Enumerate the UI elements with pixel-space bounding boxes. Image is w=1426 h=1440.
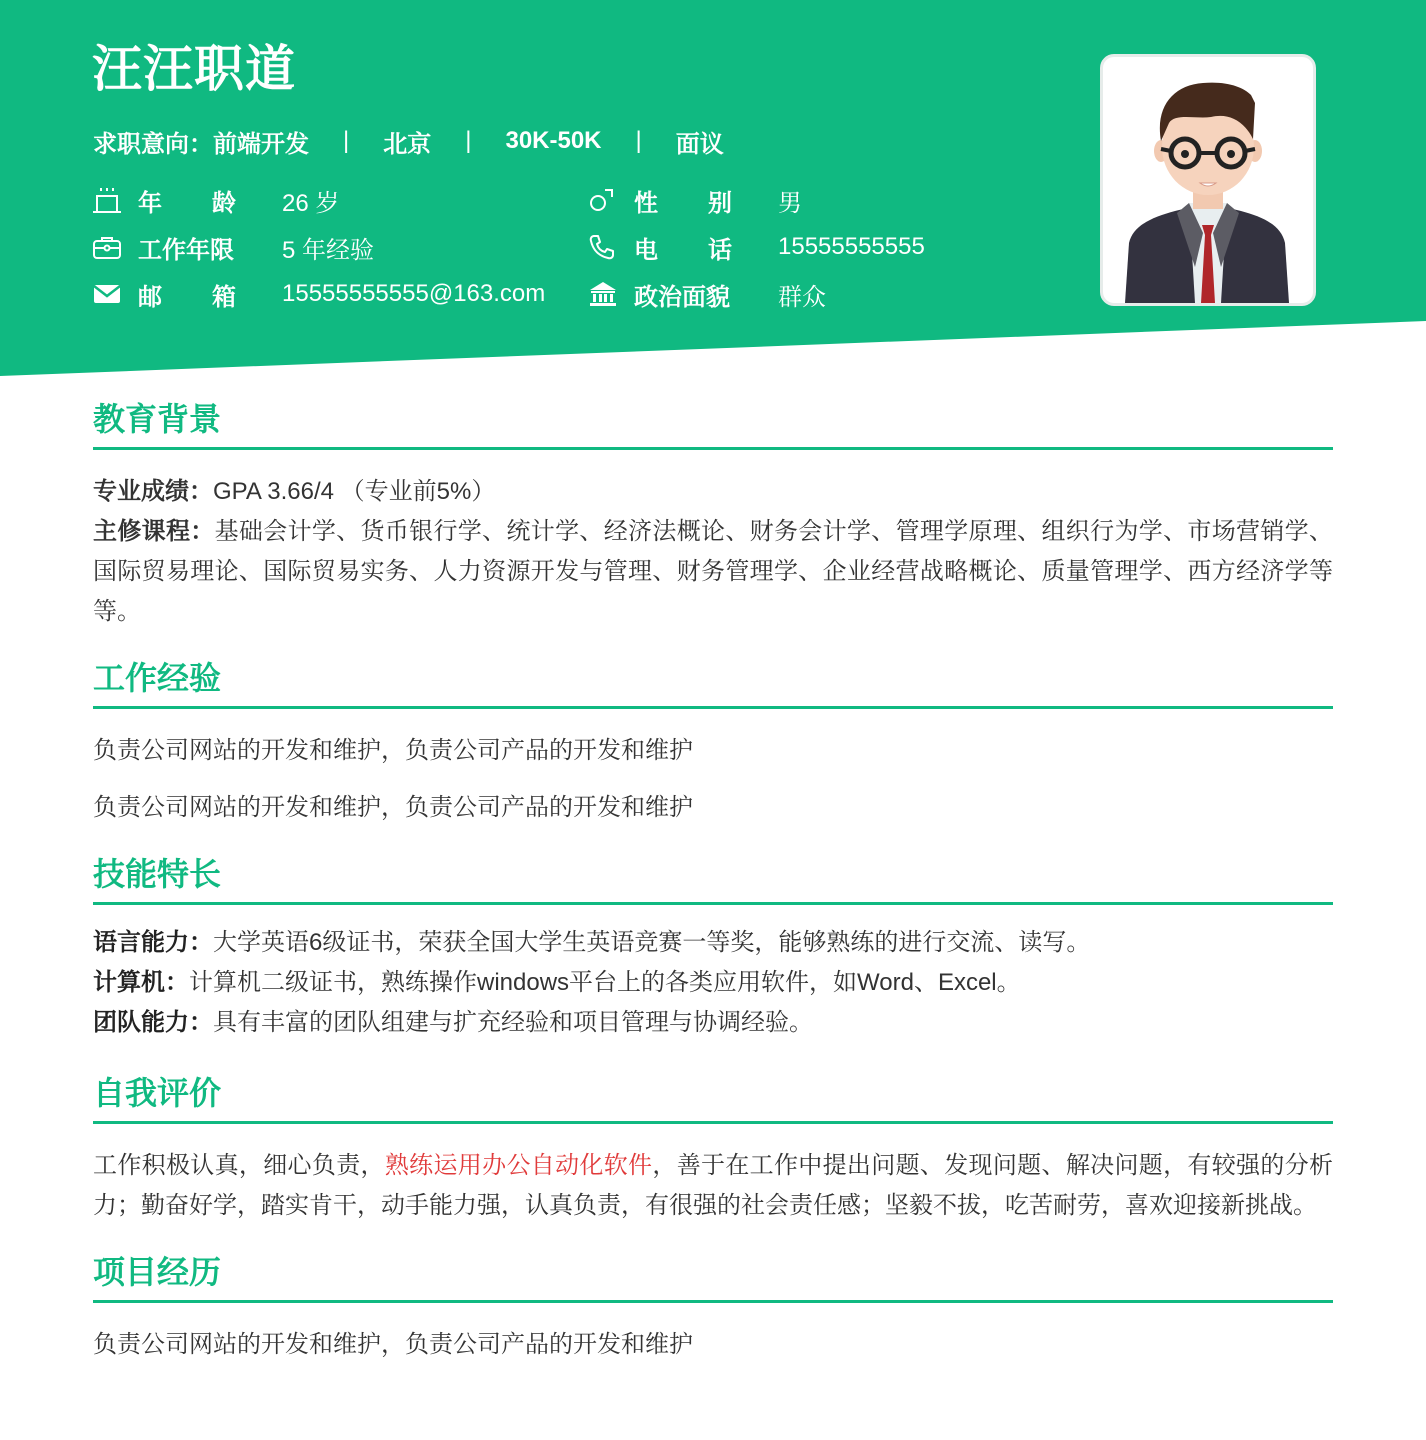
institution-icon [588,280,620,308]
field-label: 语言能力： [93,929,213,956]
skill-computer: 计算机：计算机二级证书，熟练操作windows平台上的各类应用软件，如Word、Excel。 [93,969,1021,996]
info-value: 26 岁 [282,189,340,217]
intent-availability: 面议 [675,130,724,158]
intent-salary: 30K-50K [505,127,602,154]
phone-icon [588,233,620,261]
section-divider [93,706,1333,709]
info-email: 邮 箱 15555555555@163.com [92,276,588,312]
work-item: 负责公司网站的开发和维护，负责公司产品的开发和维护 [93,737,693,764]
info-value: 群众 [778,283,826,311]
job-intent [93,124,724,158]
skill-team: 团队能力：具有丰富的团队组建与扩充经验和项目管理与协调经验。 [93,1009,813,1036]
highlighted-text: 熟练运用办公自动化软件 [384,1152,653,1179]
work-item: 负责公司网站的开发和维护，负责公司产品的开发和维护 [93,794,693,821]
info-label: 政治面貌 [634,283,730,311]
skill-language: 语言能力：大学英语6级证书，荣获全国大学生英语竞赛一等奖，能够熟练的进行交流、读写。 [93,929,1091,956]
personal-info [92,182,988,312]
section-divider [93,447,1333,450]
info-label: 年 [138,189,162,217]
separator: | [465,127,472,154]
resume-content [93,395,1333,1382]
field-label: 主修课程： [93,518,215,545]
section-education [93,395,1333,632]
section-divider [93,1300,1333,1303]
section-work-experience [93,654,1333,828]
section-title: 工作经验 [93,660,222,696]
info-value: 15555555555@163.com [282,280,546,307]
info-label: 工作年限 [138,236,234,264]
education-gpa: 专业成绩：GPA 3.66/4 （专业前5%） [93,478,496,505]
education-courses: 主修课程：基础会计学、货币银行学、统计学、经济法概论、财务会计学、管理学原理、组织行为学、市场营销学、国际贸易理论、国际贸易实务、人力资源开发与管理、财务管理学、企业经营战略概论、质量管理学、西方经济学等等。 [93,518,1334,625]
section-skills [93,850,1333,1043]
avatar [1100,54,1316,306]
field-label: 团队能力： [93,1009,213,1036]
section-title: 自我评价 [93,1075,222,1111]
project-item: 负责公司网站的开发和维护，负责公司产品的开发和维护 [93,1331,693,1358]
section-projects [93,1248,1333,1365]
section-self-evaluation [93,1069,1333,1226]
info-political-status [588,276,988,312]
section-divider [93,902,1333,905]
intent-position: 前端开发 [213,130,309,158]
section-title: 技能特长 [93,856,222,892]
mail-icon [92,280,124,308]
field-label: 计算机： [93,969,189,996]
avatar-illustration [1103,57,1313,303]
info-age: 年 龄 26 岁 [92,182,588,218]
intent-label: 求职意向： [93,130,213,158]
briefcase-icon [92,233,124,261]
info-label: 邮 [138,283,162,311]
self-evaluation-text: 工作积极认真，细心负责，熟练运用办公自动化软件，善于在工作中提出问题、发现问题、解决问题，有较强的分析力；勤奋好学，踏实肯干，动手能力强，认真负责，有很强的社会责任感；坚毅不拔，吃苦耐劳，喜欢迎接新挑战。 [93,1152,1334,1219]
male-icon [588,186,620,214]
info-gender: 性 别 男 [588,182,988,218]
separator: | [635,127,642,154]
info-label: 性 [634,189,658,217]
info-label: 电 [634,236,658,264]
info-value: 5 年经验 [282,236,375,264]
intent-city: 北京 [383,130,432,158]
info-phone: 电 话 15555555555 [588,229,988,265]
info-value: 15555555555 [778,233,925,260]
info-work-years [92,229,588,265]
separator: | [343,127,350,154]
candidate-name: 汪汪职道 [92,41,296,97]
section-title: 项目经历 [93,1254,222,1290]
field-label: 专业成绩： [93,478,213,505]
info-value: 男 [778,189,802,217]
cake-icon [92,186,124,214]
section-title: 教育背景 [93,401,222,437]
section-divider [93,1121,1333,1124]
